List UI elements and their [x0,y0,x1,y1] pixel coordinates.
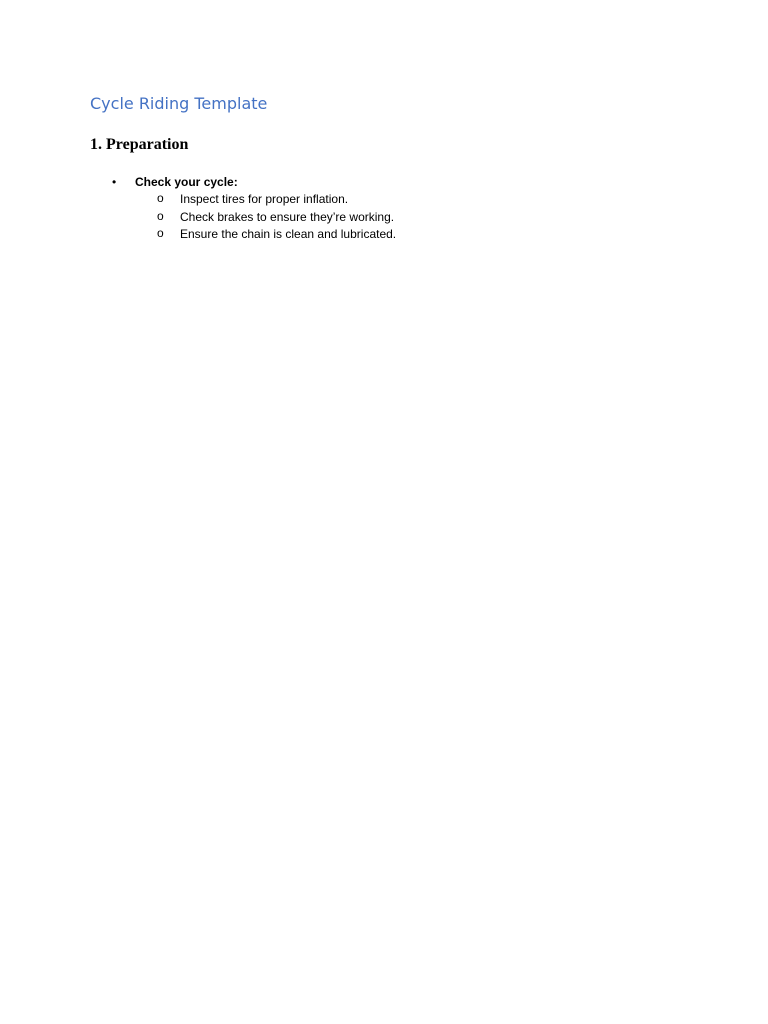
list-item-label: Check your cycle: [135,175,238,189]
sub-bullet-marker: o [157,208,164,223]
sub-list-item-text: Inspect tires for proper inflation. [180,192,349,206]
bullet-marker: • [112,175,117,189]
sub-list-item-text: Ensure the chain is clean and lubricated. [180,227,397,242]
sub-bullet-marker: o [157,191,164,205]
sub-list-item-text: Check brakes to ensure they’re working. [180,209,395,224]
section-heading-preparation: 1. Preparation [90,136,189,153]
sub-bullet-marker: o [157,226,164,241]
document-title: Cycle Riding Template [90,94,268,113]
